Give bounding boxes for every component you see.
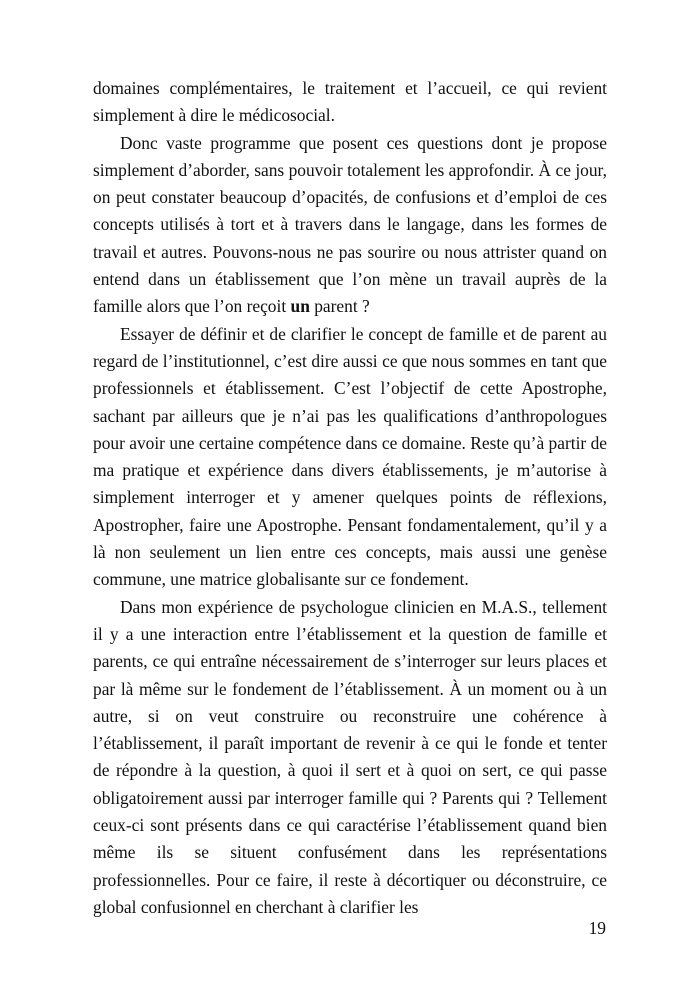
paragraph-2	[93, 130, 607, 321]
paragraph-4: Dans mon expérience de psychologue clinicien en M.A.S., tellement il y a une interaction entre l’établissement et la question de famille et parents, ce qui entraîne nécessairement de s’interroger sur leurs places et par là même sur le fondement de l’établissement. À un moment ou à un autre, si on veut construire ou reconstruire une cohérence à l’établissement, il paraît important de revenir à ce qui le fonde et tenter de répondre à la question, à quoi il sert et à quoi on sert, ce qui passe obligatoirement aussi par interroger famille qui ? Parents qui ? Tellement ceux-ci sont présents dans ce qui caractérise l’établissement quand bien même ils se situent confusément dans les représentations professionnelles. Pour ce faire, il reste à décortiquer ou déconstruire, ce global confusionnel en cherchant à clarifier les	[93, 596, 607, 917]
paragraph-1: domaines complémentaires, le traitement et l’accueil, ce qui revient simplement à dire le médicosocial.	[93, 78, 607, 126]
page-number: 19	[588, 918, 606, 938]
emphasis-un: un	[290, 296, 310, 317]
paragraph-2-tail: parent ?	[309, 296, 370, 317]
body-text	[93, 75, 607, 921]
paragraph-3: Essayer de définir et de clarifier le concept de famille et de parent au regard de l’institutionnel, c’est dire aussi ce que nous sommes en tant que professionnels et établissement. C’est l’objectif de cette Apostrophe, sachant par ailleurs que je n’ai pas les qualifications d’anthropologues pour avoir une certaine compétence dans ce domaine. Reste qu’à partir de ma pratique et expérience dans divers établissements, je m’autorise à simplement interroger et y amener quelques points de réflexions, Apostropher, faire une Apostrophe. Pensant fondamentalement, qu’il y a là non seulement un lien entre ces concepts, mais aussi une genèse commune, une matrice globalisante sur ce fondement.	[93, 323, 607, 590]
paragraph-2-text: Donc vaste programme que posent ces questions dont je propose simplement d’aborder, sans pouvoir totalement les approfondir. À ce jour, on peut constater beaucoup d’opacités, de confusions et d’emploi de ces concepts utilisés à tort et à travers dans le langage, dans les formes de travail et autres. Pouvons-nous ne pas sourire ou nous attrister quand on entend dans un établissement que l’on mène un travail auprès de la famille alors que l’on reçoit	[93, 132, 607, 317]
